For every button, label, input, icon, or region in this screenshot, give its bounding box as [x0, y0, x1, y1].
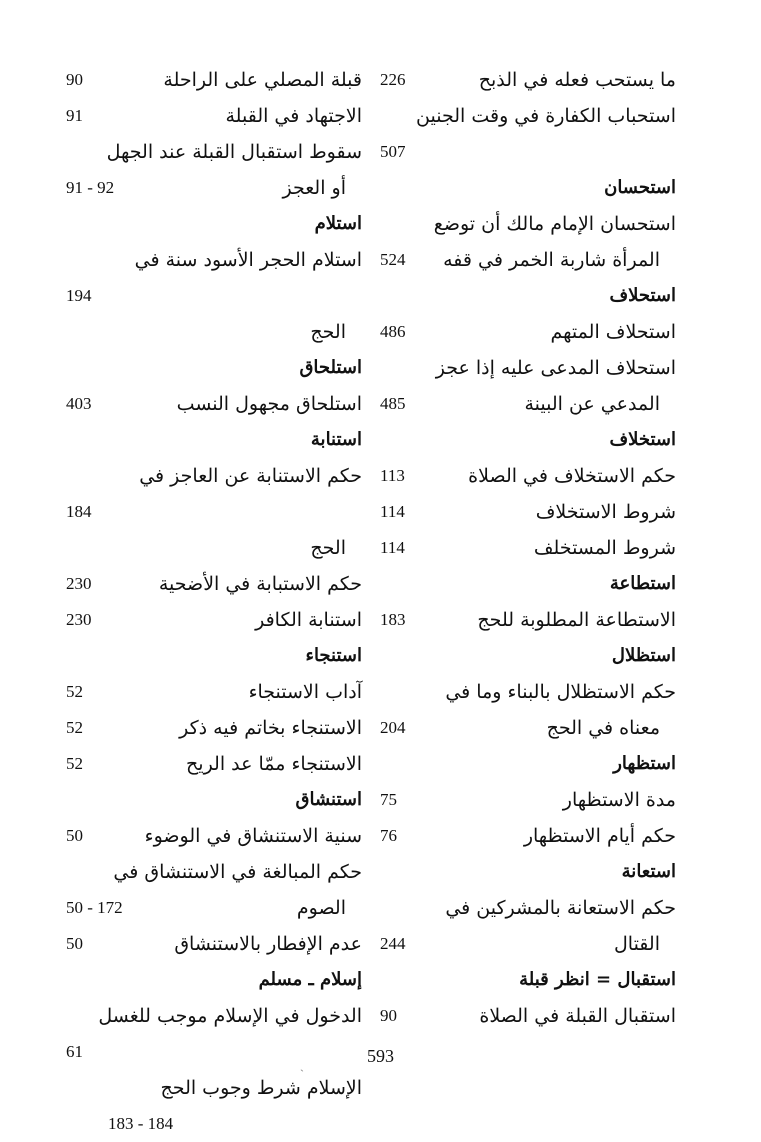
entry-label: الحج	[310, 537, 346, 559]
entry-label: عدم الإفطار بالاستنشاق	[174, 933, 362, 955]
index-entry	[380, 242, 676, 278]
entry-label: مدة الاستظهار	[562, 789, 676, 811]
index-heading	[66, 350, 362, 386]
index-entry	[380, 890, 676, 926]
index-entry	[380, 314, 676, 350]
page-reference: 76	[380, 826, 397, 845]
entry-label: سقوط استقبال القبلة عند الجهل	[106, 141, 362, 163]
index-entry	[380, 602, 676, 638]
index-entry	[66, 314, 362, 350]
index-column-right	[380, 62, 676, 1034]
index-entry	[66, 242, 362, 278]
page-reference: 244	[380, 934, 406, 953]
heading-label: استلام	[314, 213, 362, 234]
index-entry	[380, 206, 676, 242]
page-reference: 91 - 92	[66, 178, 115, 197]
entry-label: معناه في الحج	[546, 717, 660, 739]
page-reference: 485	[380, 394, 406, 413]
index-entry	[380, 782, 676, 818]
entry-label: الاستنجاء ممّا عد الريح	[186, 753, 362, 775]
entry-label: استحباب الكفارة في وقت الجنين	[416, 105, 676, 127]
index-entry	[380, 134, 676, 170]
index-heading	[66, 962, 362, 998]
index-entry	[380, 530, 676, 566]
entry-label: أو العجز	[282, 177, 346, 199]
entry-label: استحلاف المتهم	[550, 321, 676, 343]
index-entry	[380, 386, 676, 422]
page-reference: 230	[66, 610, 92, 629]
heading-label: استقبال = انظر قبلة	[519, 969, 676, 990]
index-entry	[66, 530, 362, 566]
entry-label: استحلاف المدعى عليه إذا عجز	[435, 357, 676, 379]
entry-label: آداب الاستنجاء	[248, 681, 362, 703]
index-entry	[66, 1106, 362, 1142]
entry-label: سنية الاستنشاق في الوضوء	[144, 825, 362, 847]
index-entry	[66, 278, 362, 314]
index-entry	[66, 458, 362, 494]
index-entry	[66, 710, 362, 746]
heading-label: استظلال	[611, 645, 676, 666]
heading-label: استنجاء	[305, 645, 362, 666]
index-column-left	[66, 62, 362, 1142]
page-reference: 226	[380, 70, 406, 89]
index-heading	[66, 782, 362, 818]
entry-label: الاستنجاء بخاتم فيه ذكر	[179, 717, 362, 739]
index-entry	[380, 818, 676, 854]
page-reference: 90	[380, 1006, 397, 1025]
index-entry	[66, 386, 362, 422]
entry-label: الإسلام شرط وجوب الحج	[160, 1077, 362, 1099]
page-reference: 50 - 172	[66, 898, 123, 917]
entry-label: استقبال القبلة في الصلاة	[479, 1005, 676, 1027]
page-reference: 90	[66, 70, 83, 89]
page-reference: 486	[380, 322, 406, 341]
page-reference: 114	[380, 502, 405, 521]
entry-label: ما يستحب فعله في الذبح	[478, 69, 676, 91]
index-entry	[380, 926, 676, 962]
index-heading	[66, 638, 362, 674]
entry-label: الاجتهاد في القبلة	[225, 105, 362, 127]
entry-label: القتال	[613, 933, 660, 955]
entry-label: استحسان الإمام مالك أن توضع	[433, 213, 676, 235]
entry-label: الصوم	[296, 897, 346, 919]
index-entry	[380, 674, 676, 710]
entry-label: حكم الاستظلال بالبناء وما في	[445, 681, 676, 703]
index-entry	[66, 62, 362, 98]
index-heading	[380, 854, 676, 890]
index-entry	[380, 98, 676, 134]
index-entry	[380, 62, 676, 98]
index-heading	[380, 422, 676, 458]
heading-label: استنشاق	[295, 789, 362, 810]
entry-label: المدعي عن البينة	[524, 393, 660, 415]
page-reference: 183	[380, 610, 406, 629]
entry-label: الدخول في الإسلام موجب للغسل	[98, 1005, 362, 1027]
heading-label: استخلاف	[609, 429, 676, 450]
index-heading	[380, 962, 676, 998]
page-reference: 52	[66, 718, 83, 737]
page-number: 593	[367, 1046, 394, 1066]
index-entry	[66, 890, 362, 926]
page-reference: 50	[66, 934, 83, 953]
page-reference: 75	[380, 790, 397, 809]
page-reference: 204	[380, 718, 406, 737]
index-heading	[380, 746, 676, 782]
entry-label: حكم الاستعانة بالمشركين في	[445, 897, 676, 919]
index-entry	[66, 854, 362, 890]
index-entry	[66, 674, 362, 710]
entry-label: حكم الاستبابة في الأضحية	[158, 573, 362, 595]
page-reference: 524	[380, 250, 406, 269]
index-heading	[66, 422, 362, 458]
entry-label: استلام الحجر الأسود سنة في	[134, 249, 362, 271]
index-heading	[380, 278, 676, 314]
index-entry	[66, 566, 362, 602]
index-entry	[380, 350, 676, 386]
entry-label: المرأة شاربة الخمر في قفه	[443, 249, 660, 271]
index-entry	[66, 494, 362, 530]
index-entry	[66, 746, 362, 782]
index-entry	[66, 818, 362, 854]
page-reference: 403	[66, 394, 92, 413]
index-entry	[380, 494, 676, 530]
page-reference: 61	[66, 1042, 83, 1061]
page-reference: 507	[380, 142, 406, 161]
ink-mark: ˏ	[300, 1058, 304, 1072]
page-reference: 114	[380, 538, 405, 557]
heading-label: استلحاق	[299, 357, 362, 378]
page-reference: 230	[66, 574, 92, 593]
index-entry	[66, 998, 362, 1034]
entry-label: حكم الاستنابة عن العاجز في	[139, 465, 362, 487]
index-entry	[380, 458, 676, 494]
page-reference: 183 - 184	[108, 1114, 174, 1133]
heading-label: استنابة	[310, 429, 362, 450]
heading-label: استحلاف	[609, 285, 676, 306]
entry-label: استنابة الكافر	[255, 609, 362, 631]
heading-label: إسلام ـ مسلم	[258, 969, 362, 990]
page-reference: 52	[66, 754, 83, 773]
index-heading	[380, 638, 676, 674]
entry-label: الاستطاعة المطلوبة للحج	[477, 609, 676, 631]
entry-label: الحج	[310, 321, 346, 343]
index-entry	[66, 926, 362, 962]
entry-label: حكم المبالغة في الاستنشاق في	[113, 861, 362, 883]
entry-label: حكم أيام الاستظهار	[523, 825, 676, 847]
index-heading	[66, 206, 362, 242]
heading-label: استعانة	[621, 861, 676, 882]
index-entry	[66, 170, 362, 206]
index-entry	[66, 602, 362, 638]
entry-label: قبلة المصلي على الراحلة	[163, 69, 362, 91]
page-reference: 113	[380, 466, 405, 485]
page-reference: 194	[66, 286, 92, 305]
index-entry	[66, 134, 362, 170]
index-heading	[380, 566, 676, 602]
heading-label: استظهار	[613, 753, 676, 774]
page-reference: 91	[66, 106, 83, 125]
entry-label: شروط المستخلف	[533, 537, 676, 559]
entry-label: حكم الاستخلاف في الصلاة	[468, 465, 676, 487]
page-reference: 50	[66, 826, 83, 845]
index-entry	[66, 98, 362, 134]
entry-label: شروط الاستخلاف	[535, 501, 676, 523]
index-entry	[380, 710, 676, 746]
page-reference: 184	[66, 502, 92, 521]
index-entry	[380, 998, 676, 1034]
index-heading	[380, 170, 676, 206]
heading-label: استحسان	[604, 177, 676, 198]
entry-label: استلحاق مجهول النسب	[176, 393, 362, 415]
heading-label: استطاعة	[609, 573, 676, 594]
page-reference: 52	[66, 682, 83, 701]
index-entry	[66, 1070, 362, 1106]
